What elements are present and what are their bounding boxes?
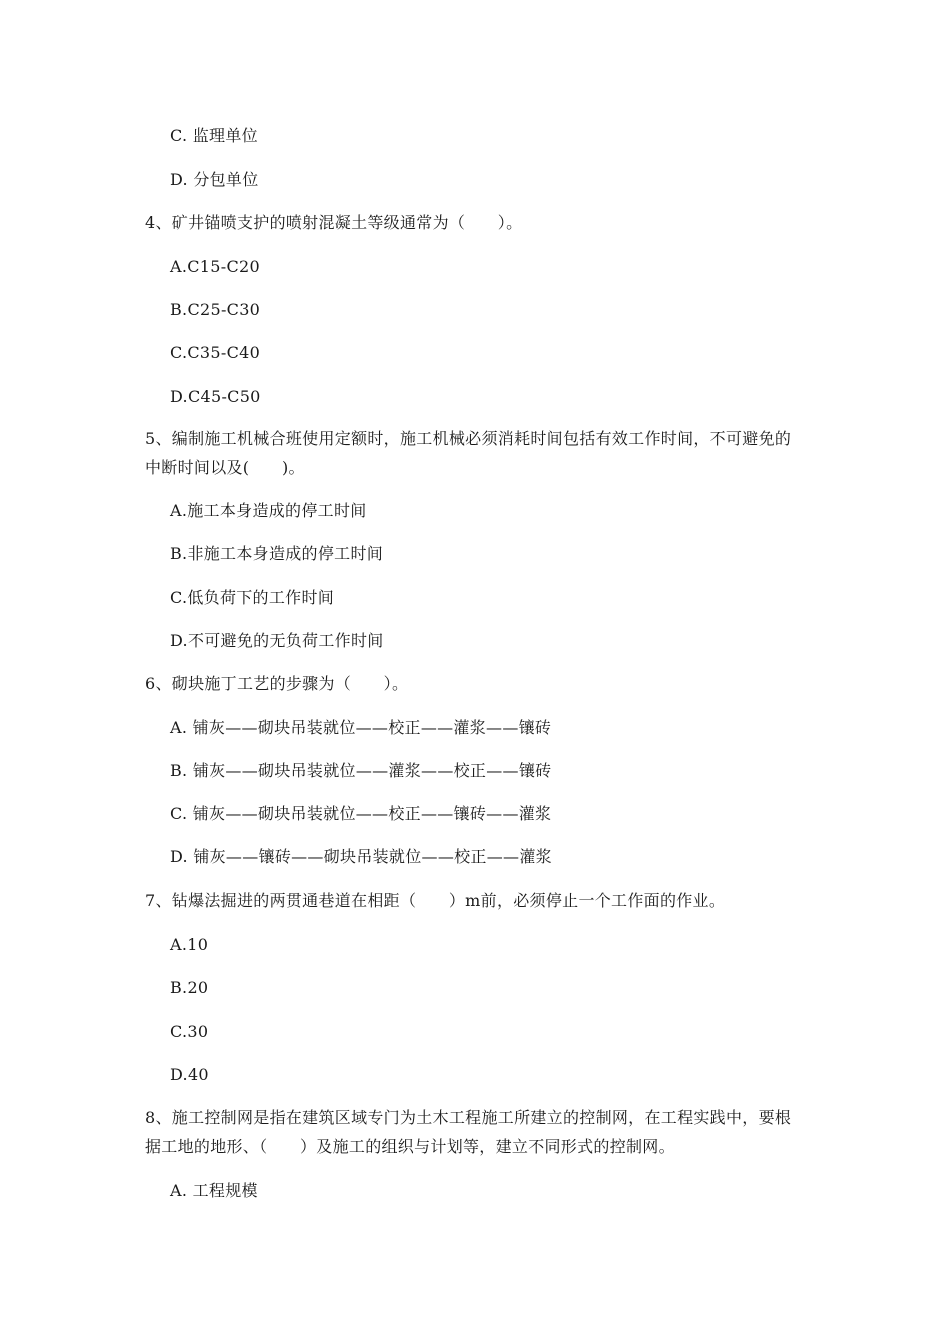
option-line: A.10 [170,935,209,954]
option-line: A.C15-C20 [170,257,260,276]
option-line: A.施工本身造成的停工时间 [170,501,367,520]
question-line: 6、砌块施丁工艺的步骤为（ ）。 [145,674,409,693]
option-line: C.C35-C40 [170,343,261,362]
option-line: A. 工程规模 [170,1181,258,1200]
option-line: C. 铺灰——砌块吊装就位——校正——镶砖——灌浆 [170,804,552,823]
option-line: D. 分包单位 [170,170,259,189]
option-line: D.不可避免的无负荷工作时间 [170,631,384,650]
option-line: C.30 [170,1022,209,1041]
question-line: 4、矿井锚喷支护的喷射混凝土等级通常为（ ）。 [145,213,523,232]
option-line: C. 监理单位 [170,126,258,145]
question-line: 7、钻爆法掘进的两贯通巷道在相距（ ）m前，必须停止一个工作面的作业。 [145,891,726,910]
option-line: D. 铺灰——镶砖——砌块吊装就位——校正——灌浆 [170,847,552,866]
option-line: B.非施工本身造成的停工时间 [170,544,384,563]
question-line: 5、编制施工机械合班使用定额时，施工机械必须消耗时间包括有效工作时间，不可避免的 [145,429,792,448]
option-line: D.40 [170,1065,209,1084]
option-line: B. 铺灰——砌块吊装就位——灌浆——校正——镶砖 [170,761,552,780]
option-line: B.20 [170,978,209,997]
option-line: A. 铺灰——砌块吊装就位——校正——灌浆——镶砖 [170,718,552,737]
option-line: B.C25-C30 [170,300,261,319]
question-line: 8、施工控制网是指在建筑区域专门为土木工程施工所建立的控制网，在工程实践中，要根 [145,1108,792,1127]
option-line: D.C45-C50 [170,387,261,406]
option-line: C.低负荷下的工作时间 [170,588,335,607]
question-line: 中断时间以及( )。 [145,458,305,477]
question-line: 据工地的地形、（ ）及施工的组织与计划等，建立不同形式的控制网。 [145,1137,675,1156]
